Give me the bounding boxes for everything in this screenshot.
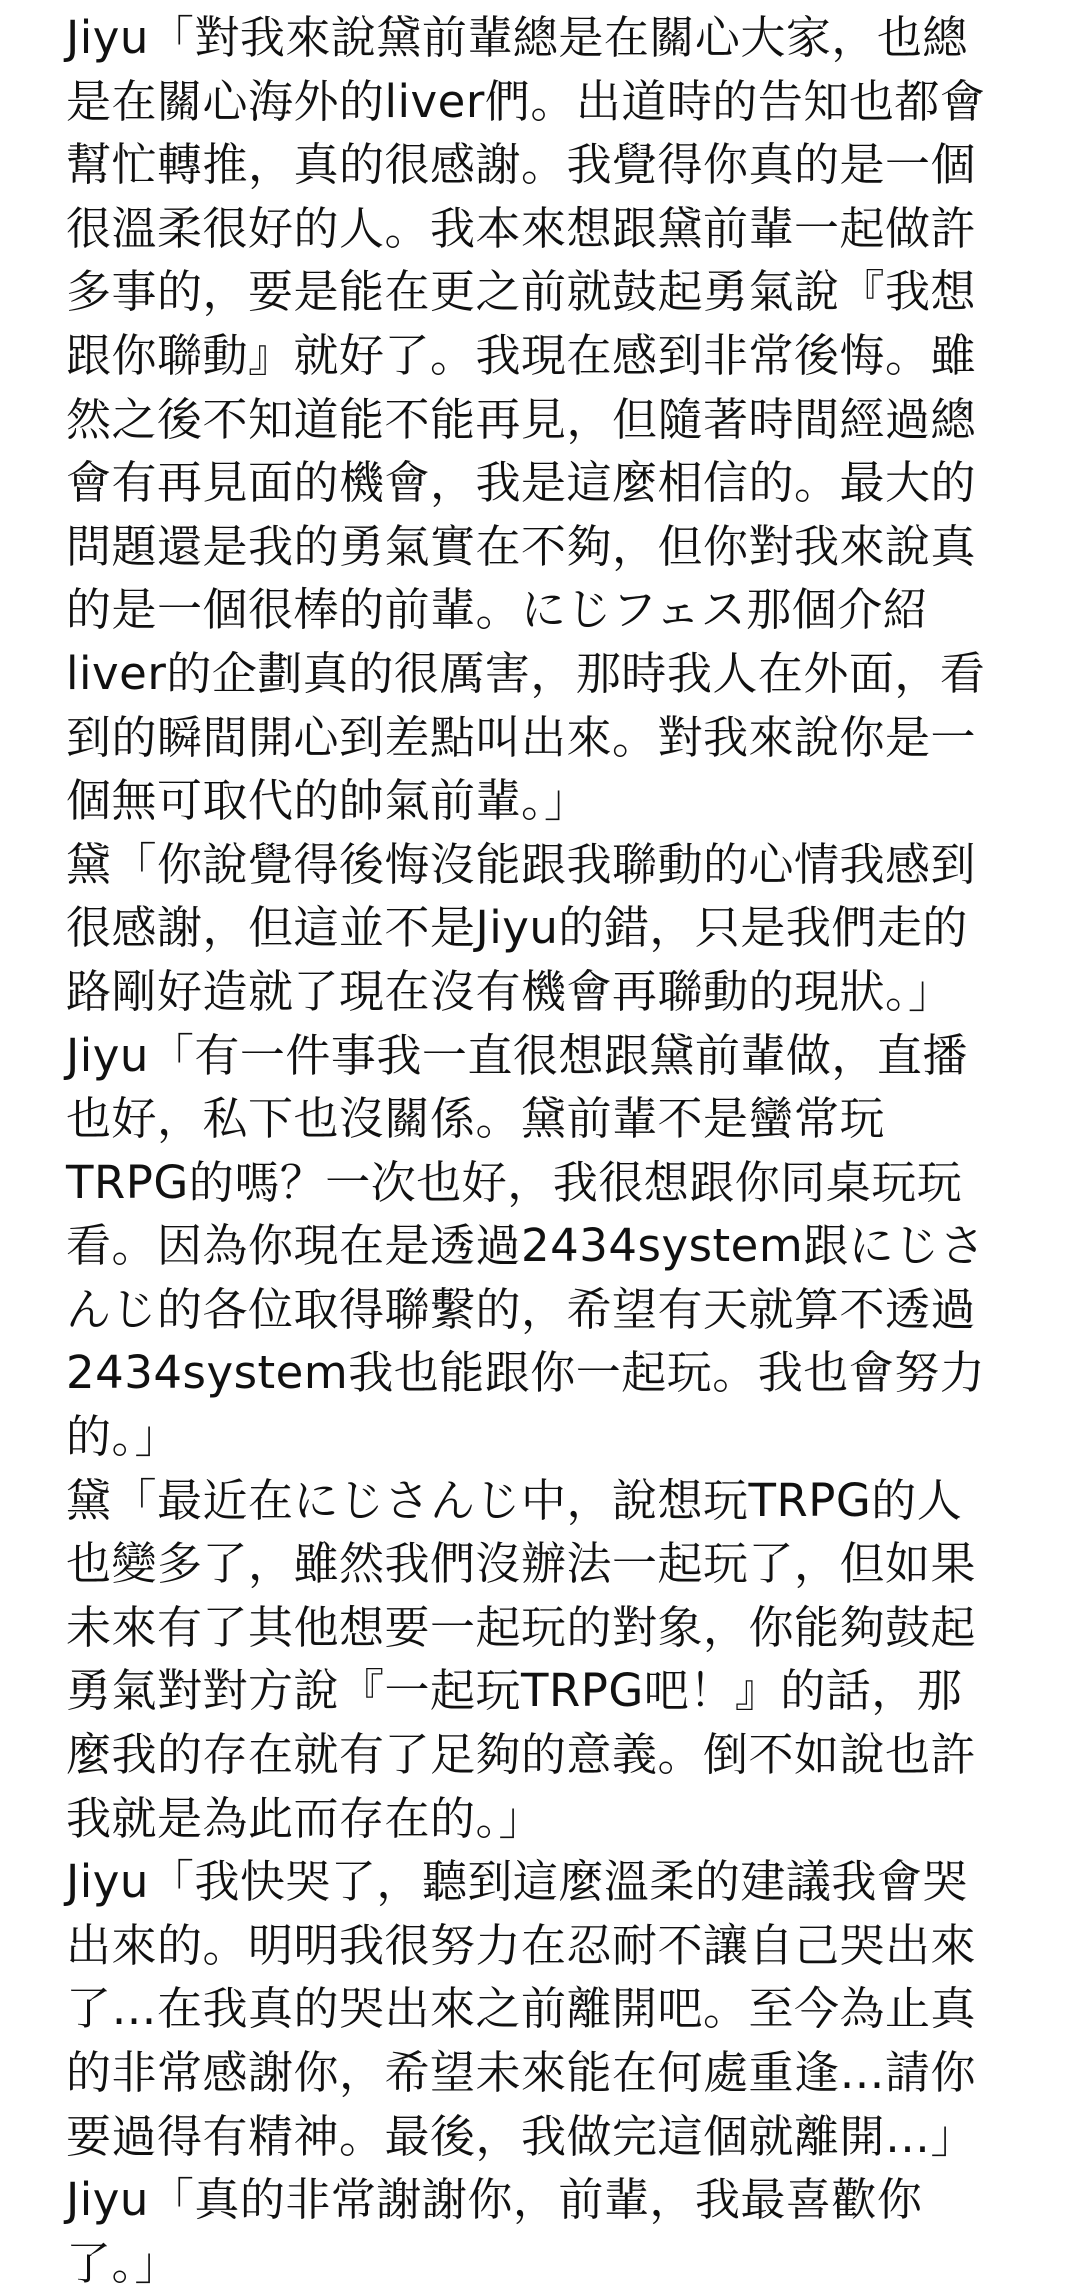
text-line: 會有再見面的機會，我是這麼相信的。最大的 [66,456,977,510]
text-line: 也好，私下也沒關係。黛前輩不是蠻常玩 [66,1092,886,1146]
text-line: 麼我的存在就有了足夠的意義。倒不如說也許 [66,1728,977,1782]
text-line: 看。因為你現在是透過2434system跟にじさ [66,1219,986,1273]
text-line: 的非常感謝你，希望未來能在何處重逢…請你 [66,2046,977,2099]
text-line: Jiyu「我快哭了，聽到這麼溫柔的建議我會哭 [66,1855,968,1909]
text-line: 到的瞬間開心到差點叫出來。對我來說你是一 [66,710,977,764]
text-line: 的。」 [66,1410,181,1464]
text-line: 問題還是我的勇氣實在不夠，但你對我來說真 [66,519,977,573]
text-line: 很溫柔很好的人。我本來想跟黛前輩一起做許 [66,201,977,255]
text-line: 要過得有精神。最後，我做完這個就離開…」 [66,2109,977,2163]
text-line: 未來有了其他想要一起玩的對象，你能夠鼓起 [66,1600,977,1654]
text-line: 黛「你說覺得後悔沒能跟我聯動的心情我感到 [66,837,977,891]
text-line: 是在關心海外的liver們。出道時的告知也都會 [66,74,986,128]
text-line: 多事的，要是能在更之前就鼓起勇氣說『我想 [66,265,977,319]
text-line: 我就是為此而存在的。」 [66,1791,545,1845]
text-line: 了。」 [66,2236,181,2290]
text-line: 黛「最近在にじさんじ中，說想玩TRPG的人 [66,1473,963,1527]
text-line: TRPG的嗎？一次也好，我很想跟你同桌玩玩 [66,1155,963,1209]
text-line: 很感謝，但這並不是Jiyu的錯，只是我們走的 [66,901,968,955]
text-line: Jiyu「對我來說黛前輩總是在關心大家，也總 [66,11,968,64]
text-line: 跟你聯動』就好了。我現在感到非常後悔。雖 [66,328,977,382]
text-line: Jiyu「有一件事我一直很想跟黛前輩做，直播 [66,1028,968,1082]
text-line: 路剛好造就了現在沒有機會再聯動的現狀。」 [66,964,954,1018]
text-line: 出來的。明明我很努力在忍耐不讓自己哭出來 [66,1918,977,1972]
text-line: 的是一個很棒的前輩。にじフェス那個介紹 [66,583,929,637]
text-line: 勇氣對對方說『一起玩TRPG吧！』的話，那 [66,1664,963,1718]
text-line: んじ的各位取得聯繫的，希望有天就算不透過 [66,1282,977,1336]
text-line: 了…在我真的哭出來之前離開吧。至今為止真 [66,1982,977,2036]
text-line: 幫忙轉推，真的很感謝。我覺得你真的是一個 [66,138,977,192]
text-line: 個無可取代的帥氣前輩。」 [66,774,590,828]
text-line: Jiyu「真的非常謝謝你，前輩，我最喜歡你 [66,2173,923,2227]
text-line: 也變多了，雖然我們沒辦法一起玩了，但如果 [66,1537,977,1591]
text-line: 2434system我也能跟你一起玩。我也會努力 [66,1346,986,1400]
text-line: 然之後不知道能不能再見，但隨著時間經過總 [66,392,977,446]
text-line: liver的企劃真的很厲害，那時我人在外面，看 [66,646,986,700]
conversation-text [66,6,1022,2295]
